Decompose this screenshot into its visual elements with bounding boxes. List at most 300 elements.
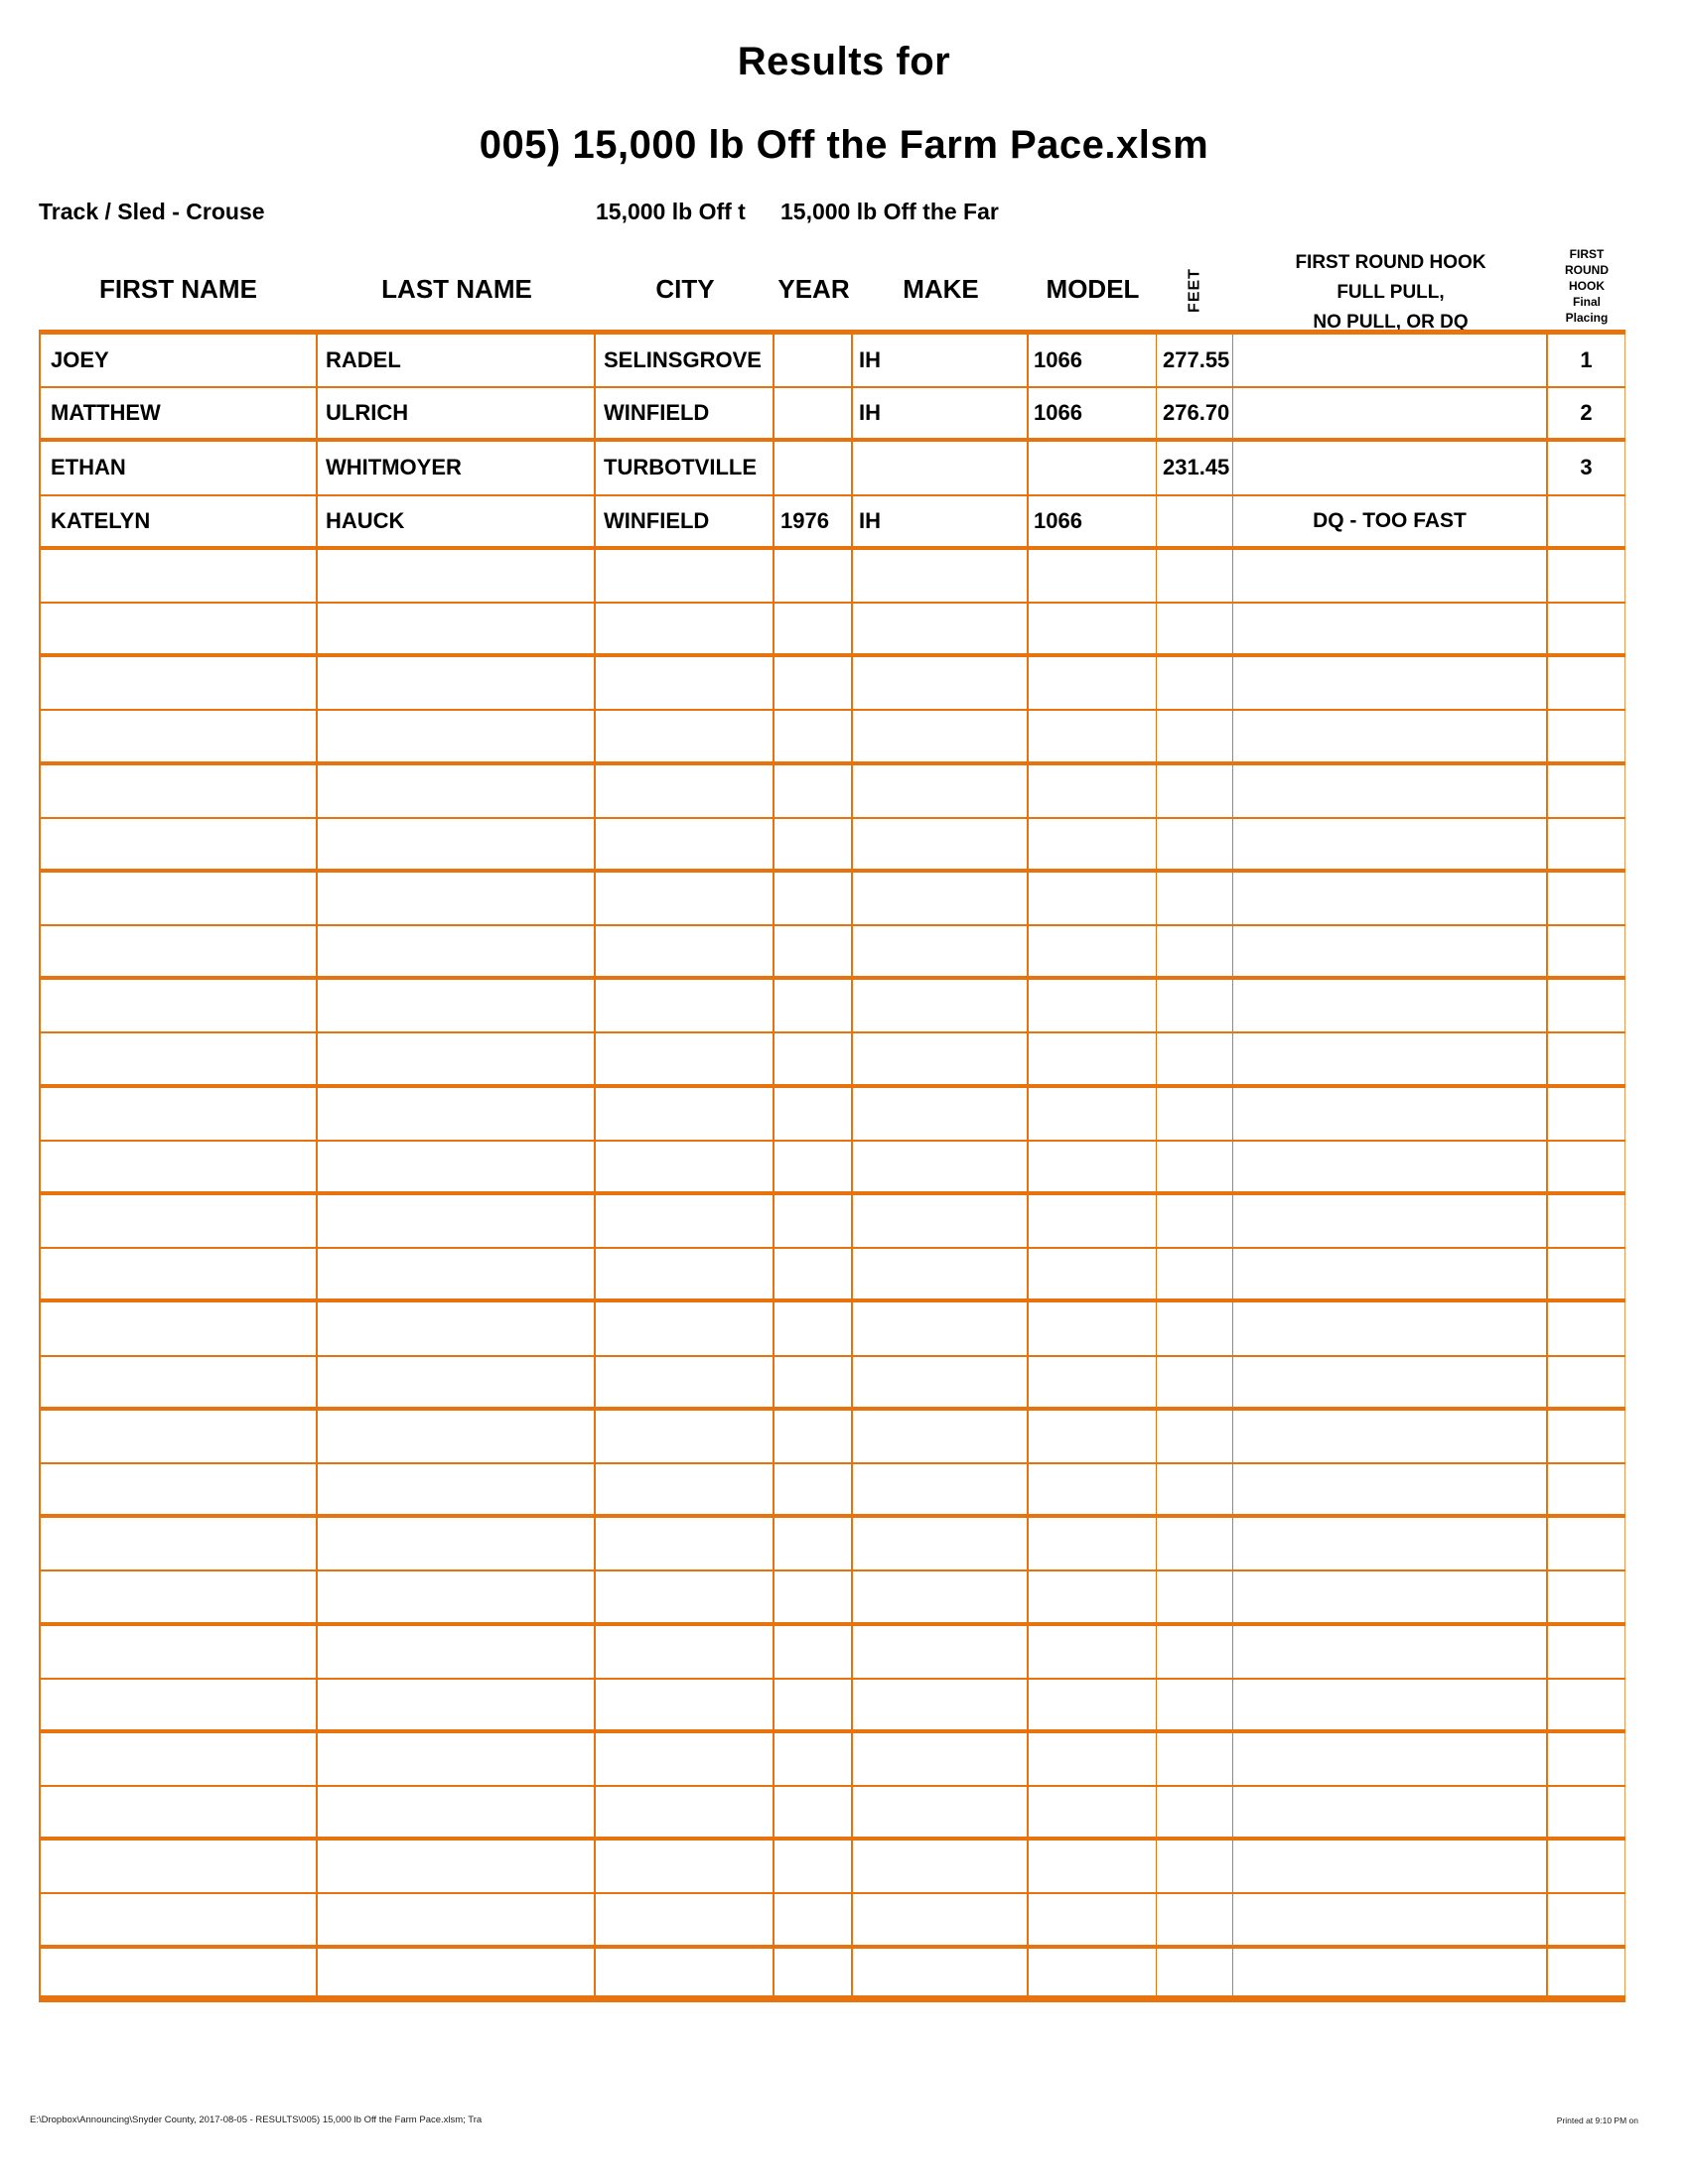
- table-cell: [1233, 335, 1548, 386]
- table-cell: [39, 1680, 318, 1729]
- table-cell: [1029, 711, 1157, 760]
- table-cell: [318, 1411, 596, 1462]
- table-cell: [318, 1626, 596, 1678]
- table-cell: [774, 873, 853, 924]
- table-cell: [1233, 550, 1548, 602]
- table-cell: SELINSGROVE: [596, 335, 774, 386]
- placing-header-line: HOOK: [1569, 279, 1605, 293]
- table-cell: [853, 1411, 1029, 1462]
- table-cell: [1157, 1787, 1233, 1837]
- table-row: [39, 1195, 1625, 1249]
- table-cell: [1548, 604, 1625, 653]
- table-cell: [1233, 1195, 1548, 1247]
- table-cell: [1233, 926, 1548, 976]
- table-cell: [596, 1033, 774, 1083]
- table-cell: [596, 1518, 774, 1570]
- table-cell: [774, 765, 853, 817]
- table-cell: [1548, 1033, 1625, 1083]
- placing-header-line: Final: [1572, 295, 1601, 309]
- table-cell: [596, 873, 774, 924]
- table-cell: 1066: [1029, 388, 1157, 438]
- table-cell: [1548, 711, 1625, 760]
- table-cell: [774, 604, 853, 653]
- table-cell: [1548, 1302, 1625, 1354]
- table-cell: [774, 711, 853, 760]
- table-cell: [1157, 1894, 1233, 1944]
- table-cell: [318, 980, 596, 1031]
- table-cell: 3: [1548, 442, 1625, 493]
- table-cell: [596, 550, 774, 602]
- table-cell: [853, 1464, 1029, 1514]
- table-cell: [1548, 1841, 1625, 1892]
- table-cell: 277.55: [1157, 335, 1233, 386]
- table-cell: [318, 1733, 596, 1785]
- table-cell: [853, 1518, 1029, 1570]
- table-cell: [318, 1787, 596, 1837]
- table-cell: [774, 1302, 853, 1354]
- table-cell: IH: [853, 496, 1029, 546]
- table-row: [39, 1249, 1625, 1302]
- table-row: [39, 1411, 1625, 1464]
- table-cell: [1548, 1518, 1625, 1570]
- table-cell: [1157, 496, 1233, 546]
- table-cell: [1548, 1626, 1625, 1678]
- table-cell: [596, 1680, 774, 1729]
- table-cell: [853, 1571, 1029, 1621]
- table-cell: [1029, 1357, 1157, 1407]
- table-cell: [774, 442, 853, 493]
- table-row: [39, 711, 1625, 764]
- table-cell: [39, 1787, 318, 1837]
- table-cell: [1233, 388, 1548, 438]
- table-cell: [853, 819, 1029, 869]
- table-cell: IH: [853, 335, 1029, 386]
- column-header-first-name: FIRST NAME: [99, 274, 257, 304]
- table-cell: [1548, 496, 1625, 546]
- table-cell: WHITMOYER: [318, 442, 596, 493]
- table-cell: [853, 980, 1029, 1031]
- table-cell: [774, 1571, 853, 1621]
- table-cell: [1233, 1411, 1548, 1462]
- table-cell: [1157, 819, 1233, 869]
- table-cell: [39, 1949, 318, 1995]
- table-cell: [596, 1733, 774, 1785]
- table-cell: [853, 442, 1029, 493]
- column-header-model: MODEL: [1046, 274, 1140, 304]
- table-cell: [318, 926, 596, 976]
- table-cell: [318, 765, 596, 817]
- table-cell: [1029, 550, 1157, 602]
- table-cell: [1548, 1680, 1625, 1729]
- table-cell: [853, 1249, 1029, 1298]
- table-cell: [1157, 765, 1233, 817]
- table-cell: [774, 657, 853, 709]
- table-cell: [853, 1733, 1029, 1785]
- table-cell: [1548, 1249, 1625, 1298]
- table-cell: 1: [1548, 335, 1625, 386]
- table-cell: [1157, 1411, 1233, 1462]
- table-cell: [1029, 819, 1157, 869]
- table-cell: DQ - TOO FAST: [1233, 496, 1548, 546]
- table-cell: [318, 711, 596, 760]
- placing-header-line: ROUND: [1565, 263, 1609, 277]
- table-row: [39, 1626, 1625, 1680]
- table-cell: [853, 1088, 1029, 1140]
- hook-header-line: NO PULL, OR DQ: [1313, 312, 1469, 333]
- table-cell: [1157, 1033, 1233, 1083]
- table-cell: [774, 1464, 853, 1514]
- table-cell: [39, 711, 318, 760]
- table-cell: [1029, 1464, 1157, 1514]
- table-cell: [1157, 926, 1233, 976]
- table-row: [39, 1357, 1625, 1411]
- table-cell: [1029, 1841, 1157, 1892]
- table-cell: [1029, 657, 1157, 709]
- table-cell: [774, 980, 853, 1031]
- table-cell: [318, 1571, 596, 1621]
- table-cell: [853, 1302, 1029, 1354]
- table-cell: [596, 980, 774, 1031]
- table-cell: [596, 1626, 774, 1678]
- table-cell: IH: [853, 388, 1029, 438]
- table-cell: [1233, 1142, 1548, 1191]
- table-row: [39, 1518, 1625, 1571]
- table-cell: WINFIELD: [596, 388, 774, 438]
- footer-file-path: E:\Dropbox\Announcing\Snyder County, 2017-08-05 - RESULTS\005) 15,000 lb Off the Farm Pace.xlsm; Tra: [30, 2115, 483, 2125]
- table-cell: [1548, 873, 1625, 924]
- table-cell: [1029, 1680, 1157, 1729]
- table-cell: [774, 1949, 853, 1995]
- table-cell: [1157, 1680, 1233, 1729]
- table-cell: [596, 1302, 774, 1354]
- table-cell: [39, 1142, 318, 1191]
- table-row: [39, 1464, 1625, 1518]
- table-cell: [853, 1787, 1029, 1837]
- table-row: [39, 550, 1625, 604]
- table-cell: [1233, 711, 1548, 760]
- table-cell: [853, 1033, 1029, 1083]
- table-cell: [318, 604, 596, 653]
- table-cell: [1157, 1302, 1233, 1354]
- table-cell: [318, 873, 596, 924]
- table-cell: MATTHEW: [39, 388, 318, 438]
- table-cell: [1157, 1249, 1233, 1298]
- table-cell: [39, 1411, 318, 1462]
- table-cell: [774, 1733, 853, 1785]
- table-row: [39, 1894, 1625, 1948]
- table-row: [39, 873, 1625, 926]
- table-row: [39, 1949, 1625, 2002]
- table-cell: [774, 1894, 853, 1944]
- table-cell: [853, 1195, 1029, 1247]
- table-cell: [1029, 1411, 1157, 1462]
- table-cell: [39, 1033, 318, 1083]
- table-row: [39, 1571, 1625, 1625]
- table-cell: [1548, 765, 1625, 817]
- table-cell: [1233, 657, 1548, 709]
- table-cell: [1029, 1571, 1157, 1621]
- table-cell: [39, 873, 318, 924]
- column-header-year: YEAR: [777, 274, 850, 304]
- table-cell: [1548, 1949, 1625, 1995]
- table-cell: [853, 1142, 1029, 1191]
- class-name-clipped-left: 15,000 lb Off t: [596, 199, 746, 224]
- table-cell: [1233, 1680, 1548, 1729]
- table-cell: [596, 926, 774, 976]
- table-cell: [318, 1949, 596, 1995]
- table-cell: [39, 1249, 318, 1298]
- table-cell: [318, 1841, 596, 1892]
- table-cell: [1029, 1733, 1157, 1785]
- table-cell: [39, 819, 318, 869]
- table-row: [39, 1787, 1625, 1841]
- column-header-first-round-hook: [1233, 248, 1548, 338]
- table-cell: [39, 1088, 318, 1140]
- class-name-clipped-right: 15,000 lb Off the Far: [780, 199, 999, 224]
- table-cell: [1029, 1518, 1157, 1570]
- table-cell: 2: [1548, 388, 1625, 438]
- table-cell: [596, 1411, 774, 1462]
- table-row: [39, 1033, 1625, 1087]
- table-cell: [774, 550, 853, 602]
- table-cell: [596, 604, 774, 653]
- table-cell: [1548, 1894, 1625, 1944]
- table-cell: 1976: [774, 496, 853, 546]
- table-cell: [774, 1249, 853, 1298]
- table-cell: [1548, 550, 1625, 602]
- table-cell: 231.45: [1157, 442, 1233, 493]
- table-cell: [774, 1088, 853, 1140]
- table-cell: [1233, 1088, 1548, 1140]
- table-cell: [39, 926, 318, 976]
- table-cell: [1029, 442, 1157, 493]
- table-row: [39, 1088, 1625, 1142]
- table-cell: [853, 550, 1029, 602]
- table-cell: [39, 550, 318, 602]
- table-cell: [1157, 1088, 1233, 1140]
- table-cell: [1548, 1411, 1625, 1462]
- table-cell: [774, 1142, 853, 1191]
- table-cell: [318, 1464, 596, 1514]
- table-cell: [318, 1195, 596, 1247]
- table-cell: [318, 657, 596, 709]
- table-row: [39, 1680, 1625, 1733]
- table-cell: [318, 1142, 596, 1191]
- table-cell: [39, 1894, 318, 1944]
- table-cell: HAUCK: [318, 496, 596, 546]
- table-cell: TURBOTVILLE: [596, 442, 774, 493]
- table-cell: [1157, 604, 1233, 653]
- table-cell: [1029, 1302, 1157, 1354]
- track-sled-label: Track / Sled - Crouse: [39, 199, 265, 224]
- table-cell: [1548, 980, 1625, 1031]
- column-header-feet-vertical: FEET: [1186, 268, 1203, 313]
- table-cell: [1029, 1787, 1157, 1837]
- table-cell: [39, 1464, 318, 1514]
- table-cell: [1029, 1142, 1157, 1191]
- table-cell: [1233, 1302, 1548, 1354]
- table-cell: [1157, 1195, 1233, 1247]
- table-cell: [596, 657, 774, 709]
- table-cell: [1029, 1033, 1157, 1083]
- table-cell: [774, 1195, 853, 1247]
- table-cell: [1157, 1357, 1233, 1407]
- table-cell: [1233, 1249, 1548, 1298]
- column-header-last-name: LAST NAME: [381, 274, 532, 304]
- table-cell: [774, 335, 853, 386]
- table-cell: [1548, 1088, 1625, 1140]
- table-cell: [1233, 1464, 1548, 1514]
- table-cell: [853, 1841, 1029, 1892]
- table-cell: [1157, 873, 1233, 924]
- table-row: [39, 657, 1625, 711]
- table-cell: 1066: [1029, 335, 1157, 386]
- table-cell: [1233, 1787, 1548, 1837]
- table-cell: [1029, 765, 1157, 817]
- table-row: [39, 496, 1625, 550]
- table-cell: [1157, 657, 1233, 709]
- table-cell: [1029, 1195, 1157, 1247]
- placing-header-line: FIRST: [1569, 247, 1605, 261]
- table-cell: [853, 1626, 1029, 1678]
- table-cell: [1233, 1894, 1548, 1944]
- table-row: [39, 1733, 1625, 1787]
- table-cell: [39, 765, 318, 817]
- table-cell: [1157, 550, 1233, 602]
- table-cell: [1233, 604, 1548, 653]
- table-cell: [853, 1894, 1029, 1944]
- table-row: [39, 442, 1625, 495]
- table-cell: [853, 765, 1029, 817]
- table-cell: [1548, 1571, 1625, 1621]
- column-header-make: MAKE: [903, 274, 979, 304]
- table-cell: RADEL: [318, 335, 596, 386]
- page-title: Results for: [737, 40, 951, 83]
- table-cell: [853, 1357, 1029, 1407]
- table-row: [39, 1142, 1625, 1195]
- table-cell: [39, 1518, 318, 1570]
- table-cell: [1157, 980, 1233, 1031]
- table-cell: [318, 1088, 596, 1140]
- table-cell: [1233, 1357, 1548, 1407]
- table-cell: ULRICH: [318, 388, 596, 438]
- table-cell: [1548, 1195, 1625, 1247]
- table-cell: [1029, 1088, 1157, 1140]
- table-cell: [596, 1357, 774, 1407]
- table-row: [39, 1302, 1625, 1356]
- table-cell: [1233, 442, 1548, 493]
- table-cell: [39, 1841, 318, 1892]
- table-cell: [1233, 819, 1548, 869]
- table-cell: [318, 819, 596, 869]
- hook-header-line: FULL PULL,: [1336, 282, 1445, 303]
- table-cell: [774, 1626, 853, 1678]
- table-cell: [596, 1195, 774, 1247]
- table-cell: [1233, 980, 1548, 1031]
- table-cell: [318, 1357, 596, 1407]
- table-cell: [39, 1302, 318, 1354]
- table-cell: [39, 1733, 318, 1785]
- table-cell: [318, 1302, 596, 1354]
- table-cell: [1548, 1357, 1625, 1407]
- table-cell: [318, 550, 596, 602]
- table-cell: [1029, 1949, 1157, 1995]
- column-header-city: CITY: [655, 274, 715, 304]
- table-cell: [1548, 657, 1625, 709]
- table-cell: [774, 1518, 853, 1570]
- hook-header-line: FIRST ROUND HOOK: [1295, 252, 1486, 273]
- table-cell: [1548, 926, 1625, 976]
- table-cell: [39, 604, 318, 653]
- table-cell: [774, 1680, 853, 1729]
- table-cell: [1548, 1787, 1625, 1837]
- table-cell: [318, 1249, 596, 1298]
- table-cell: [774, 1033, 853, 1083]
- table-cell: [1029, 1894, 1157, 1944]
- table-cell: 1066: [1029, 496, 1157, 546]
- table-cell: [39, 1195, 318, 1247]
- table-cell: WINFIELD: [596, 496, 774, 546]
- placing-header-line: Placing: [1565, 311, 1609, 325]
- table-cell: [39, 980, 318, 1031]
- table-cell: [39, 1357, 318, 1407]
- table-cell: [1233, 1733, 1548, 1785]
- table-cell: [1233, 1571, 1548, 1621]
- table-cell: [1157, 1733, 1233, 1785]
- table-cell: [1548, 1733, 1625, 1785]
- table-cell: [596, 1088, 774, 1140]
- table-cell: 276.70: [1157, 388, 1233, 438]
- table-cell: [774, 926, 853, 976]
- table-cell: [596, 1841, 774, 1892]
- table-row: [39, 926, 1625, 980]
- table-cell: [1233, 1626, 1548, 1678]
- table-row: [39, 765, 1625, 819]
- table-row: [39, 1841, 1625, 1894]
- table-cell: [1233, 765, 1548, 817]
- table-cell: [1233, 1518, 1548, 1570]
- table-row: [39, 388, 1625, 442]
- table-row: [39, 980, 1625, 1033]
- table-row: [39, 335, 1625, 388]
- table-cell: [596, 1894, 774, 1944]
- table-cell: [1157, 1841, 1233, 1892]
- table-cell: [596, 1949, 774, 1995]
- table-cell: [1029, 873, 1157, 924]
- table-cell: [1157, 1518, 1233, 1570]
- table-cell: [853, 657, 1029, 709]
- table-cell: [1157, 1142, 1233, 1191]
- table-cell: [774, 1357, 853, 1407]
- table-cell: [1157, 1571, 1233, 1621]
- table-cell: [853, 1949, 1029, 1995]
- table-cell: [1157, 1464, 1233, 1514]
- table-cell: [1157, 1626, 1233, 1678]
- table-cell: [1548, 1464, 1625, 1514]
- table-cell: JOEY: [39, 335, 318, 386]
- table-cell: [1233, 873, 1548, 924]
- table-cell: [774, 819, 853, 869]
- table-cell: [1233, 1033, 1548, 1083]
- table-row: [39, 819, 1625, 873]
- table-cell: [596, 711, 774, 760]
- table-cell: [1233, 1841, 1548, 1892]
- table-cell: [596, 1571, 774, 1621]
- table-cell: [774, 1787, 853, 1837]
- table-cell: [596, 819, 774, 869]
- table-row: [39, 604, 1625, 657]
- table-cell: [1157, 711, 1233, 760]
